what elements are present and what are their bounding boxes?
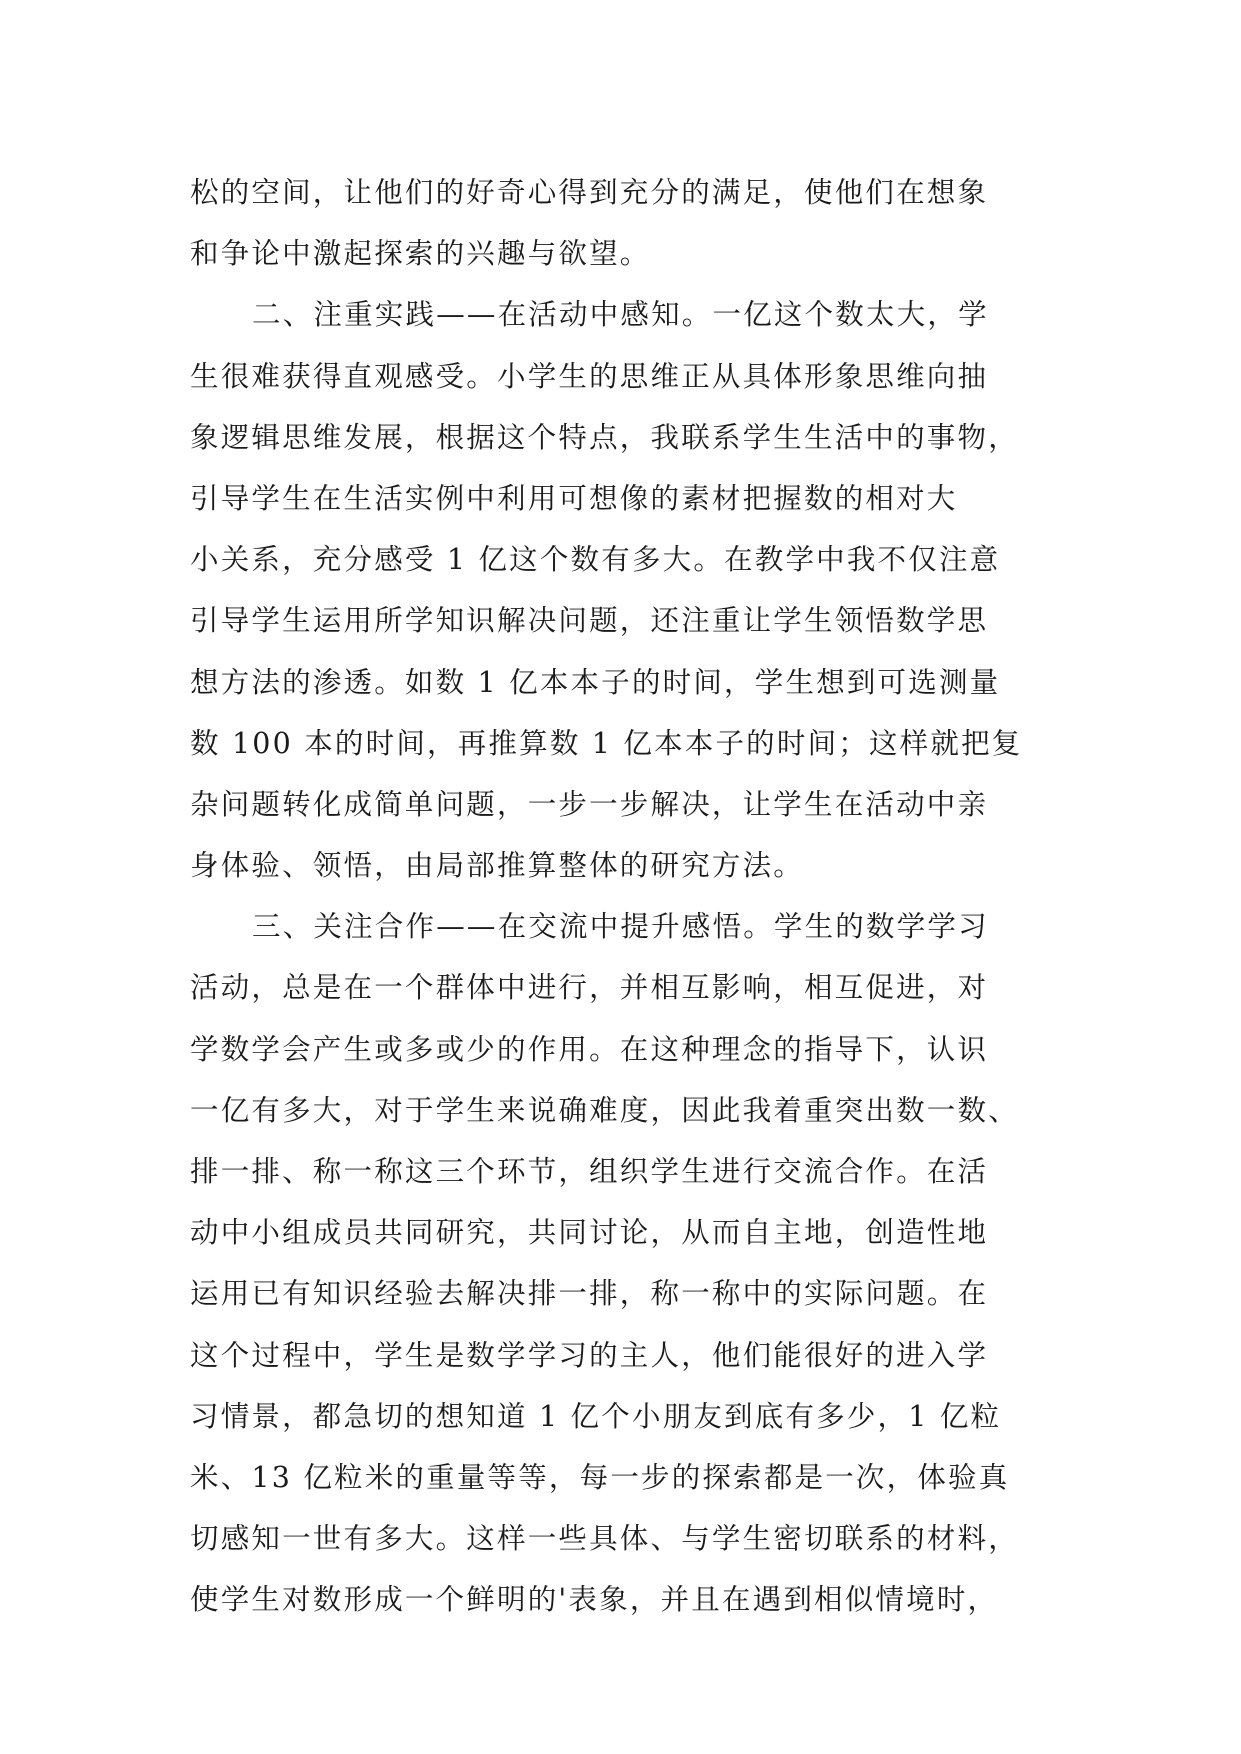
paragraph-first-line: 二、注重实践——在活动中感知。一亿这个数太大，学 bbox=[252, 298, 989, 332]
text-line: 数 100 本的时间，再推算数 1 亿本本子的时间；这样就把复 bbox=[190, 726, 1023, 760]
text-line: 想方法的渗透。如数 1 亿本本子的时间，学生想到可选测量 bbox=[190, 665, 1001, 699]
text-line: 一亿有多大，对于学生来说确难度，因此我着重突出数一数、 bbox=[190, 1093, 1019, 1127]
text-line: 松的空间，让他们的好奇心得到充分的满足，使他们在想象 bbox=[190, 176, 989, 209]
text-line: 和争论中激起探索的兴趣与欲望。 bbox=[190, 237, 651, 271]
text-line: 生很难获得直观感受。小学生的思维正从具体形象思维向抽 bbox=[190, 359, 989, 393]
body-text bbox=[190, 162, 1050, 1631]
paragraph-first-line: 三、关注合作——在交流中提升感悟。学生的数学学习 bbox=[252, 910, 989, 944]
text-line: 杂问题转化成简单问题，一步一步解决，让学生在活动中亲 bbox=[190, 787, 989, 821]
text-line: 象逻辑思维发展，根据这个特点，我联系学生生活中的事物， bbox=[190, 420, 1019, 454]
text-line: 活动，总是在一个群体中进行，并相互影响，相互促进，对 bbox=[190, 971, 989, 1005]
text-line: 引导学生运用所学知识解决问题，还注重让学生领悟数学思 bbox=[190, 604, 989, 638]
text-line: 米、13 亿粒米的重量等等，每一步的探索都是一次，体验真 bbox=[190, 1460, 1010, 1494]
text-line: 小关系，充分感受 1 亿这个数有多大。在教学中我不仅注意 bbox=[190, 543, 1001, 577]
text-line: 习情景，都急切的想知道 1 亿个小朋友到底有多少，1 亿粒 bbox=[190, 1399, 1002, 1433]
text-line: 学数学会产生或多或少的作用。在这种理念的指导下，认识 bbox=[190, 1032, 989, 1066]
text-line: 运用已有知识经验去解决排一排，称一称中的实际问题。在 bbox=[190, 1277, 989, 1311]
text-line: 使学生对数形成一个鲜明的'表象，并且在遇到相似情境时， bbox=[190, 1583, 999, 1617]
text-line: 切感知一世有多大。这样一些具体、与学生密切联系的材料， bbox=[190, 1522, 1019, 1556]
text-line: 这个过程中，学生是数学学习的主人，他们能很好的进入学 bbox=[190, 1338, 989, 1372]
text-line: 排一排、称一称这三个环节，组织学生进行交流合作。在活 bbox=[190, 1155, 989, 1188]
text-line: 动中小组成员共同研究，共同讨论，从而自主地，创造性地 bbox=[190, 1216, 989, 1250]
text-line: 引导学生在生活实例中利用可想像的素材把握数的相对大 bbox=[190, 481, 958, 515]
text-line: 身体验、领悟，由局部推算整体的研究方法。 bbox=[190, 849, 805, 883]
